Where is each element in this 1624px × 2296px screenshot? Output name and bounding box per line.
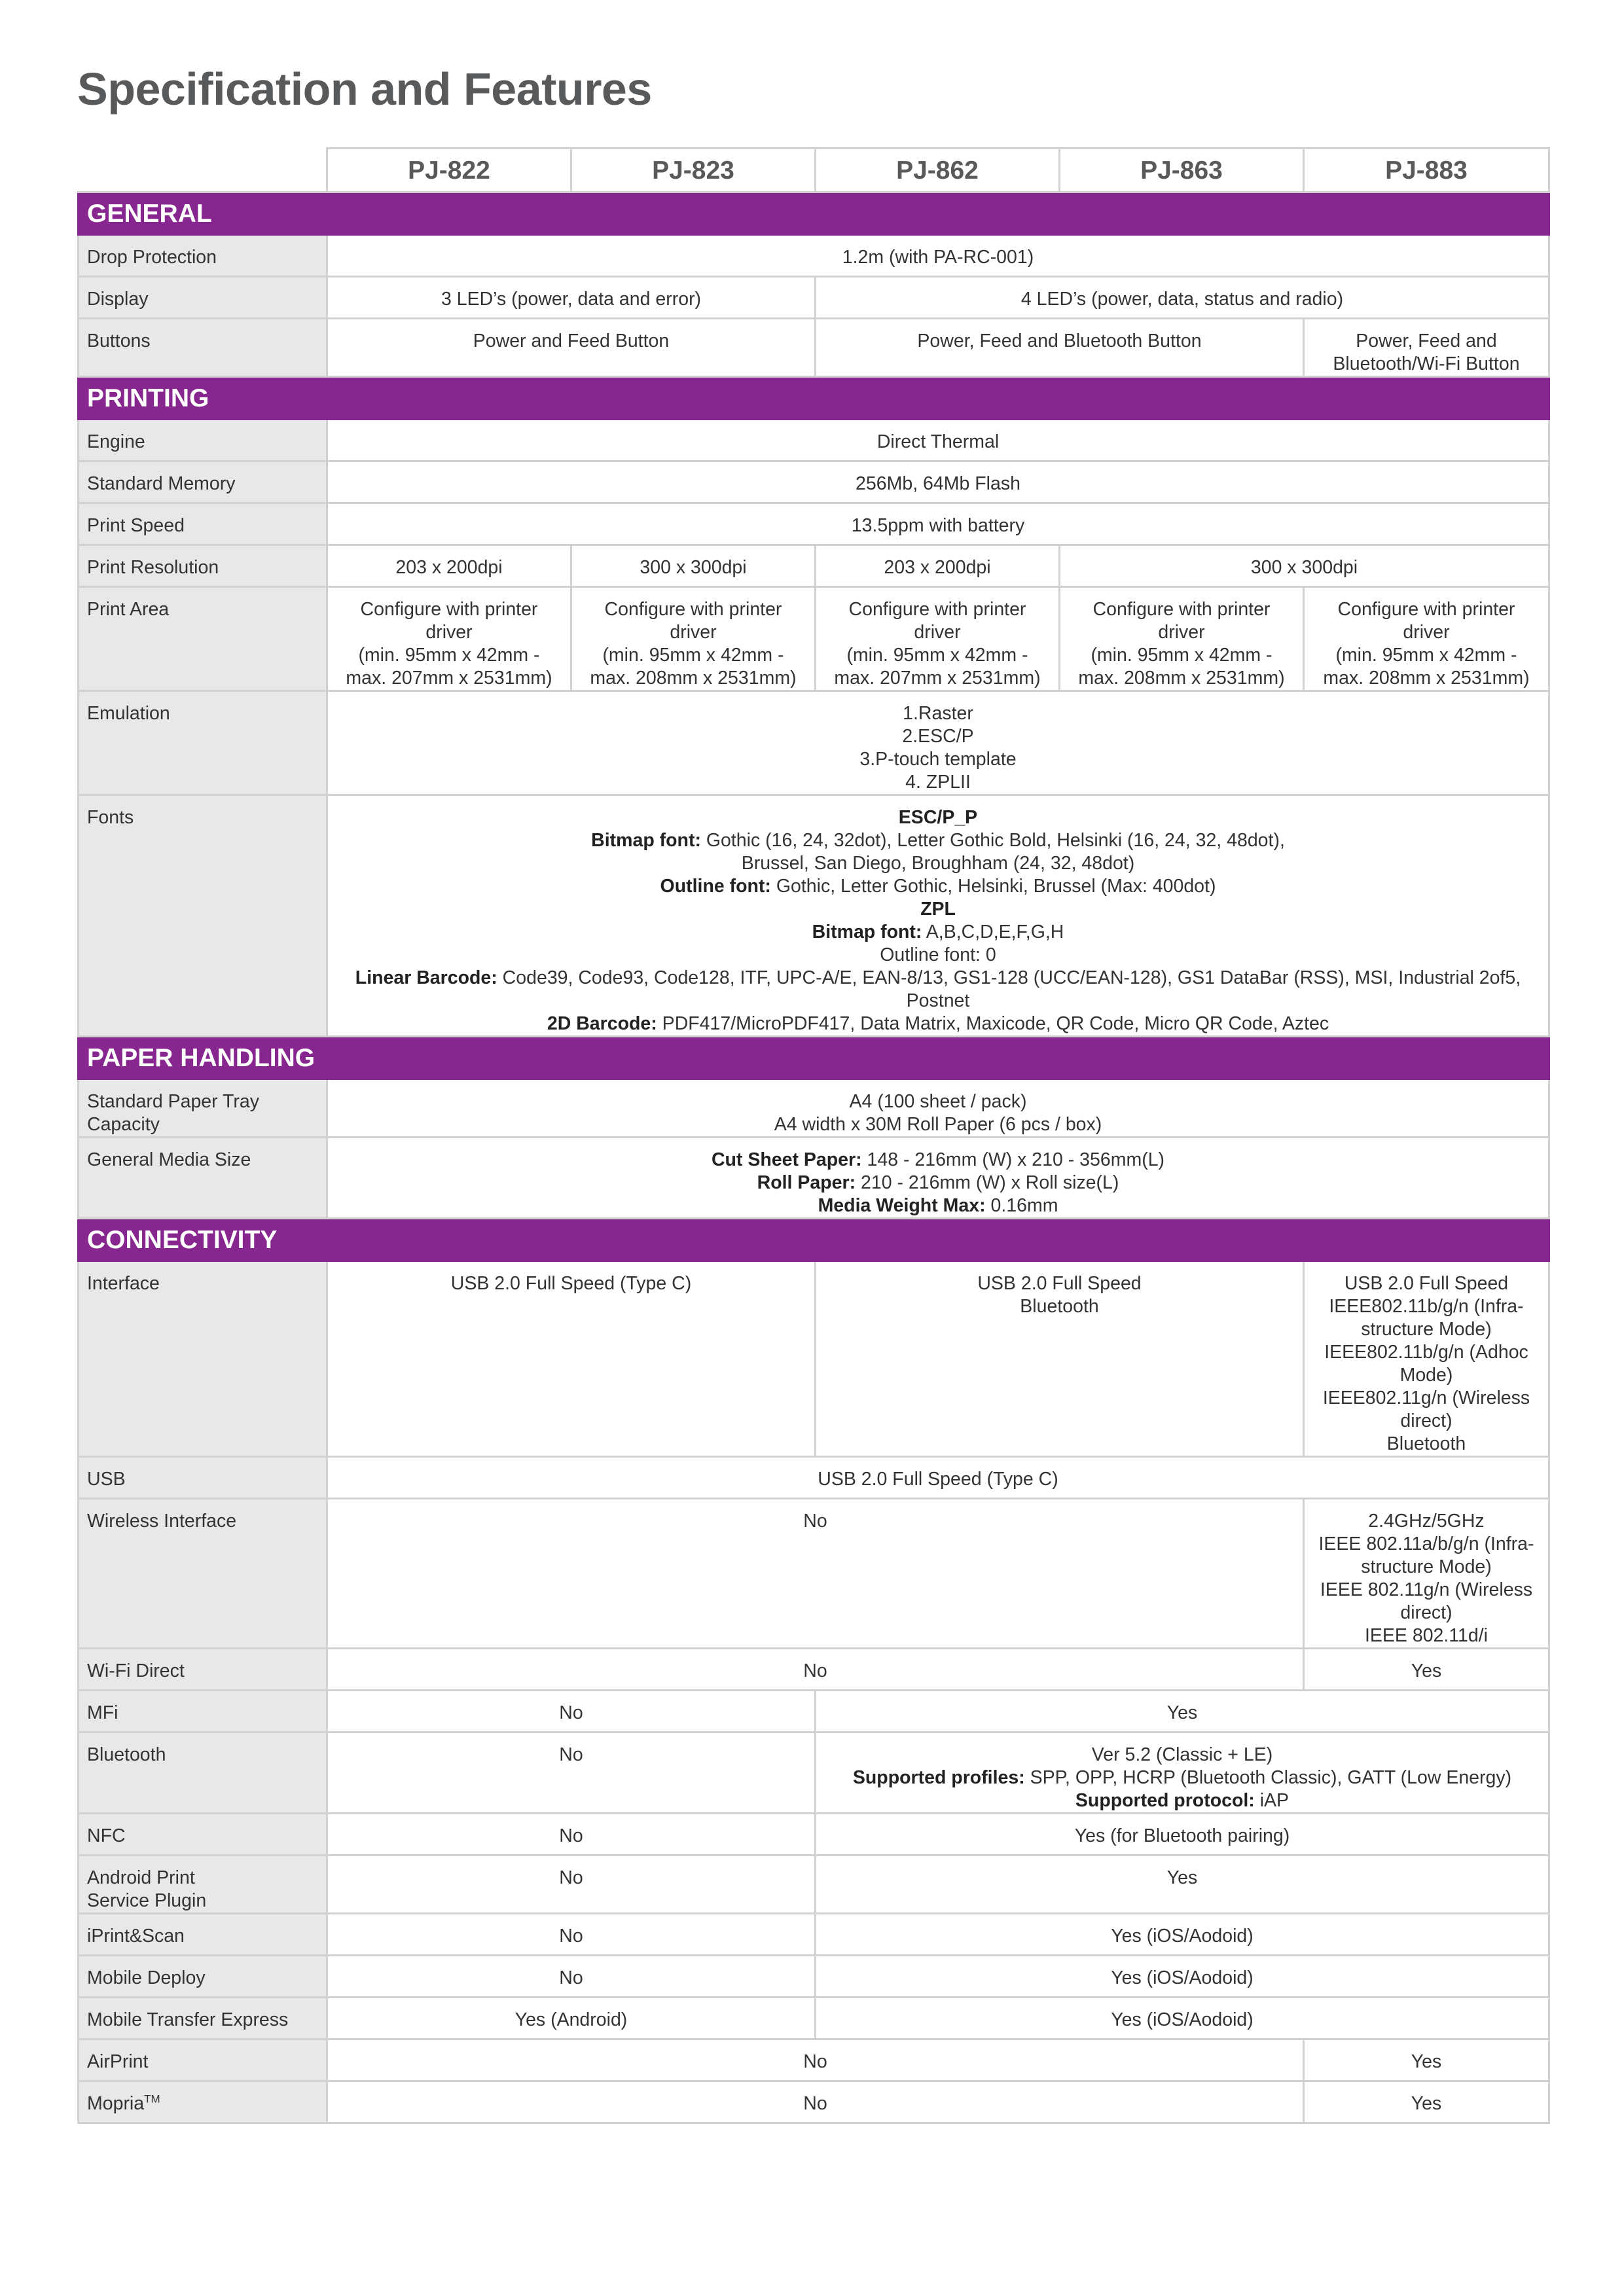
table-row [79, 1956, 1549, 1998]
row-value: 203 x 200dpi [816, 545, 1060, 587]
value-line: 1.Raster [903, 703, 973, 724]
value-line: USB 2.0 Full Speed [977, 1273, 1142, 1294]
row-label [79, 1079, 327, 1138]
field-label: Roll Paper: [757, 1172, 856, 1193]
value-line: max. 207mm x 2531mm) [346, 668, 552, 689]
table-row [79, 1457, 1549, 1499]
label-line: Service Plugin [87, 1890, 207, 1911]
row-value: Yes [816, 1856, 1549, 1914]
section-header-paper-handling: PAPER HANDLING [79, 1037, 1549, 1079]
value-line: Postnet [906, 990, 970, 1011]
value-line: Power, Feed and [1356, 331, 1497, 351]
table-row [79, 1261, 1549, 1457]
value-line: direct) [1400, 1410, 1453, 1431]
label-text: Mopria [87, 2093, 145, 2114]
row-label: Drop Protection [79, 235, 327, 277]
value-line: max. 208mm x 2531mm) [1078, 668, 1285, 689]
row-value [1304, 319, 1549, 377]
value-line: (min. 95mm x 42mm - [846, 645, 1028, 666]
row-label: Interface [79, 1261, 327, 1457]
row-value [327, 1138, 1549, 1219]
row-label: Mobile Transfer Express [79, 1998, 327, 2039]
row-value: No [327, 2081, 1304, 2123]
row-label: Display [79, 277, 327, 319]
value-line: IEEE 802.11a/b/g/n (Infra- [1318, 1534, 1534, 1554]
row-value [816, 1261, 1304, 1457]
row-value: Yes [1304, 2081, 1549, 2123]
section-header-connectivity: CONNECTIVITY [79, 1219, 1549, 1261]
row-value: 300 x 300dpi [571, 545, 816, 587]
row-label: Standard Memory [79, 461, 327, 503]
value-line: Configure with printer [848, 599, 1026, 620]
table-row [79, 2081, 1549, 2123]
field-label: Media Weight Max: [818, 1195, 986, 1216]
table-row [79, 1691, 1549, 1732]
table-row [79, 235, 1549, 277]
row-value [571, 587, 816, 691]
field-label: Outline font: [660, 876, 771, 897]
row-label: Wi-Fi Direct [79, 1649, 327, 1691]
field-value: Code39, Code93, Code128, ITF, UPC-A/E, EAN-8/13, GS1-128 (UCC/EAN-128), GS1 DataBar (RSS), MSI, Industrial 2of5, [497, 967, 1521, 988]
value-line: A4 width x 30M Roll Paper (6 pcs / box) [774, 1114, 1102, 1135]
table-row [79, 461, 1549, 503]
value-line: Configure with printer [360, 599, 538, 620]
value-line: Configure with printer [1092, 599, 1271, 620]
table-row [79, 277, 1549, 319]
table-row [79, 1079, 1549, 1138]
row-value [1060, 587, 1304, 691]
row-value: 300 x 300dpi [1060, 545, 1549, 587]
value-line: driver [425, 622, 473, 643]
value-line: 2.ESC/P [902, 726, 974, 747]
row-value: 203 x 200dpi [327, 545, 571, 587]
field-value: PDF417/MicroPDF417, Data Matrix, Maxicode, QR Code, Micro QR Code, Aztec [657, 1013, 1329, 1034]
row-label: Mobile Deploy [79, 1956, 327, 1998]
model-header: PJ-823 [571, 149, 816, 192]
table-row [79, 2039, 1549, 2081]
value-line: structure Mode) [1361, 1556, 1492, 1577]
row-label [79, 2081, 327, 2123]
value-line: IEEE802.11g/n (Wireless [1322, 1388, 1530, 1408]
table-row [79, 503, 1549, 545]
value-line: Bluetooth [1386, 1433, 1466, 1454]
row-label: AirPrint [79, 2039, 327, 2081]
table-row [79, 795, 1549, 1037]
field-label: Supported profiles: [852, 1767, 1025, 1788]
field-value: iAP [1254, 1790, 1290, 1811]
row-value: 1.2m (with PA-RC-001) [327, 235, 1549, 277]
row-value [327, 795, 1549, 1037]
value-line: USB 2.0 Full Speed [1344, 1273, 1509, 1294]
row-value: No [327, 1956, 816, 1998]
model-header: PJ-863 [1060, 149, 1304, 192]
field-value: 210 - 216mm (W) x Roll size(L) [856, 1172, 1119, 1193]
row-label [79, 1856, 327, 1914]
row-label: Fonts [79, 795, 327, 1037]
value-line: driver [670, 622, 717, 643]
value-line: direct) [1400, 1602, 1453, 1623]
table-row [79, 420, 1549, 461]
field-value: SPP, OPP, HCRP (Bluetooth Classic), GATT (Low Energy) [1024, 1767, 1512, 1788]
row-value [327, 1079, 1549, 1138]
value-line: Configure with printer [1337, 599, 1515, 620]
page-title: Specification and Features [77, 63, 652, 115]
row-label: Emulation [79, 691, 327, 795]
row-label: Print Resolution [79, 545, 327, 587]
table-row [79, 691, 1549, 795]
field-label: Bitmap font: [591, 830, 701, 851]
font-group-title: ZPL [920, 899, 956, 920]
row-label: Print Speed [79, 503, 327, 545]
value-line: driver [1403, 622, 1450, 643]
value-line: (min. 95mm x 42mm - [358, 645, 540, 666]
table-row [79, 587, 1549, 691]
value-line: structure Mode) [1361, 1319, 1492, 1340]
value-line: IEEE802.11b/g/n (Infra- [1329, 1296, 1524, 1317]
value-line: Mode) [1399, 1365, 1453, 1386]
field-value: Gothic (16, 24, 32dot), Letter Gothic Bold, Helsinki (16, 24, 32, 48dot), [700, 830, 1285, 851]
row-value [327, 691, 1549, 795]
value-line: Ver 5.2 (Classic + LE) [1091, 1744, 1273, 1765]
value-line: Configure with printer [604, 599, 782, 620]
model-header: PJ-822 [327, 149, 571, 192]
row-value: Yes [1304, 1649, 1549, 1691]
value-line: (min. 95mm x 42mm - [1335, 645, 1517, 666]
row-value [327, 587, 571, 691]
field-label: 2D Barcode: [547, 1013, 657, 1034]
table-row [79, 1732, 1549, 1814]
value-line: Outline font: 0 [880, 944, 996, 965]
row-label: General Media Size [79, 1138, 327, 1219]
row-value: Direct Thermal [327, 420, 1549, 461]
row-value: No [327, 1814, 816, 1856]
row-value [816, 1732, 1549, 1814]
field-value: Gothic, Letter Gothic, Helsinki, Brussel (Max: 400dot) [770, 876, 1216, 897]
model-header: PJ-883 [1304, 149, 1549, 192]
table-row [79, 1914, 1549, 1956]
row-label: Buttons [79, 319, 327, 377]
row-value: Yes (iOS/Aodoid) [816, 1998, 1549, 2039]
value-line: driver [1158, 622, 1205, 643]
row-value: No [327, 1691, 816, 1732]
row-value: Yes (iOS/Aodoid) [816, 1956, 1549, 1998]
field-label: Cut Sheet Paper: [711, 1149, 862, 1170]
value-line: Bluetooth/Wi-Fi Button [1333, 353, 1520, 374]
row-value: No [327, 1914, 816, 1956]
value-line: max. 208mm x 2531mm) [1323, 668, 1530, 689]
model-header: PJ-862 [816, 149, 1060, 192]
label-line: Standard Paper Tray [87, 1091, 259, 1112]
value-line: IEEE 802.11g/n (Wireless [1320, 1579, 1533, 1600]
table-row [79, 1998, 1549, 2039]
row-label: NFC [79, 1814, 327, 1856]
section-header-printing: PRINTING [79, 377, 1549, 420]
row-label: Print Area [79, 587, 327, 691]
model-header-row [79, 149, 1549, 192]
row-value: No [327, 1732, 816, 1814]
row-value [816, 587, 1060, 691]
row-value [1304, 587, 1549, 691]
value-line: (min. 95mm x 42mm - [602, 645, 784, 666]
table-row [79, 545, 1549, 587]
spec-table [77, 147, 1550, 2124]
font-group-title: ESC/P_P [898, 807, 978, 828]
value-line: max. 207mm x 2531mm) [834, 668, 1041, 689]
value-line: A4 (100 sheet / pack) [849, 1091, 1027, 1112]
field-label: Linear Barcode: [355, 967, 497, 988]
value-line: max. 208mm x 2531mm) [590, 668, 797, 689]
row-value [1304, 1499, 1549, 1649]
table-row [79, 319, 1549, 377]
row-value: Yes (iOS/Aodoid) [816, 1914, 1549, 1956]
value-line: 4. ZPLII [905, 772, 971, 793]
field-label: Supported protocol: [1075, 1790, 1255, 1811]
value-line: IEEE 802.11d/i [1364, 1625, 1489, 1646]
label-line: Capacity [87, 1114, 160, 1135]
field-label: Bitmap font: [812, 922, 922, 942]
row-value [1304, 1261, 1549, 1457]
table-row [79, 1138, 1549, 1219]
table-row [79, 1814, 1549, 1856]
value-line: 3.P-touch template [859, 749, 1017, 770]
table-row [79, 1649, 1549, 1691]
field-value: 0.16mm [985, 1195, 1058, 1216]
row-value: Power and Feed Button [327, 319, 816, 377]
header-blank [79, 149, 327, 192]
row-value: 13.5ppm with battery [327, 503, 1549, 545]
row-value: Power, Feed and Bluetooth Button [816, 319, 1304, 377]
value-line: (min. 95mm x 42mm - [1091, 645, 1272, 666]
row-label: Bluetooth [79, 1732, 327, 1814]
value-line: Bluetooth [1020, 1296, 1099, 1317]
field-value: 148 - 216mm (W) x 210 - 356mm(L) [861, 1149, 1165, 1170]
row-value: No [327, 2039, 1304, 2081]
row-value: 3 LED’s (power, data and error) [327, 277, 816, 319]
trademark-sup: TM [144, 2092, 160, 2106]
section-header-general: GENERAL [79, 192, 1549, 235]
row-label: iPrint&Scan [79, 1914, 327, 1956]
row-label: Engine [79, 420, 327, 461]
row-value: USB 2.0 Full Speed (Type C) [327, 1261, 816, 1457]
row-value: USB 2.0 Full Speed (Type C) [327, 1457, 1549, 1499]
row-value: 256Mb, 64Mb Flash [327, 461, 1549, 503]
value-line: Brussel, San Diego, Broughham (24, 32, 48dot) [741, 853, 1135, 874]
label-line: Android Print [87, 1867, 195, 1888]
row-value: 4 LED’s (power, data, status and radio) [816, 277, 1549, 319]
row-value: No [327, 1649, 1304, 1691]
value-line: IEEE802.11b/g/n (Adhoc [1324, 1342, 1528, 1363]
row-value: Yes [1304, 2039, 1549, 2081]
field-value: A,B,C,D,E,F,G,H [922, 922, 1064, 942]
table-row [79, 1499, 1549, 1649]
value-line: driver [914, 622, 961, 643]
table-row [79, 1856, 1549, 1914]
row-value: No [327, 1499, 1304, 1649]
row-value: Yes (Android) [327, 1998, 816, 2039]
row-value: Yes [816, 1691, 1549, 1732]
row-label: MFi [79, 1691, 327, 1732]
row-value: Yes (for Bluetooth pairing) [816, 1814, 1549, 1856]
row-value: No [327, 1856, 816, 1914]
value-line: 2.4GHz/5GHz [1368, 1511, 1485, 1532]
row-label: USB [79, 1457, 327, 1499]
row-label: Wireless Interface [79, 1499, 327, 1649]
